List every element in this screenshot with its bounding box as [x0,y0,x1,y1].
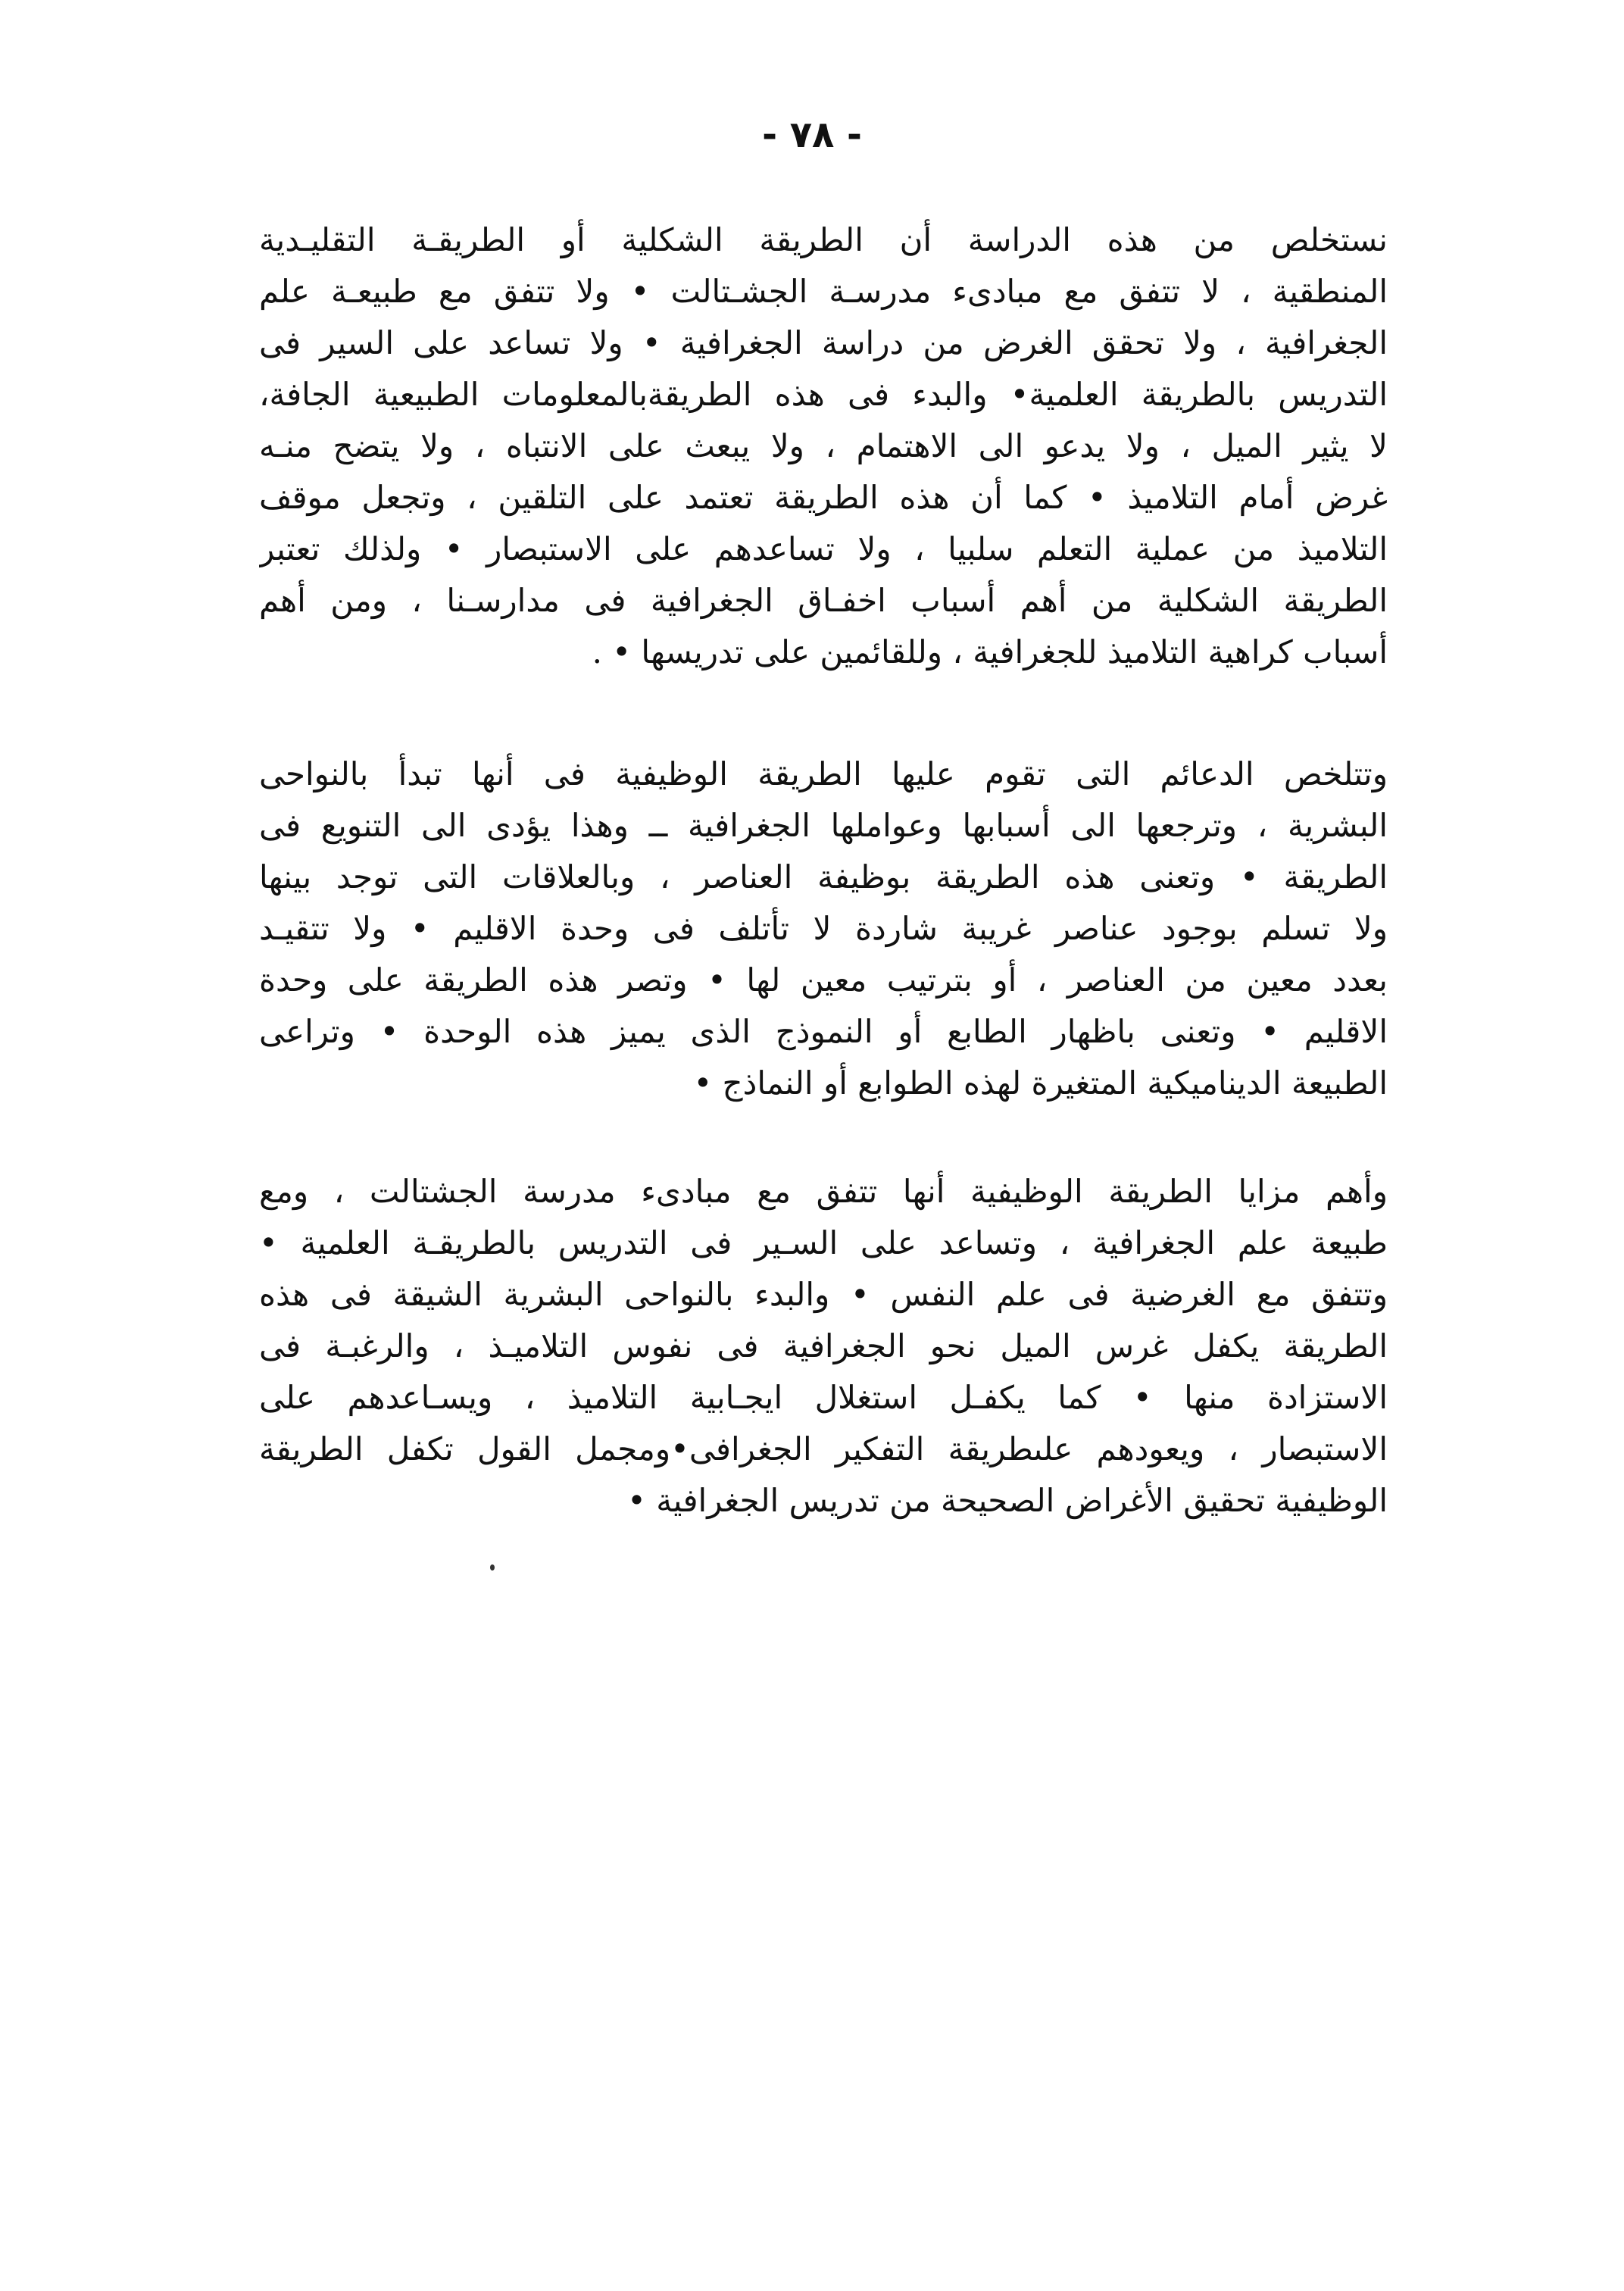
text-line: ولا تسلم بوجود عناصر غريبة شاردة لا تأتلف فى وحدة الاقليم • ولا تتقيـد [259,910,1388,947]
text-line: الاقليم • وتعنى باظهار الطابع أو النموذج الذى يميز هذه الوحدة • وتراعى [259,1013,1388,1050]
text-line: وتتلخص الدعائم التى تقوم عليها الطريقة الوظيفية فى أنها تبدأ بالنواحى [259,755,1388,792]
text-line: الوظيفية تحقيق الأغراض الصحيحة من تدريس الجغرافية • [627,1482,1388,1519]
paragraph-conclusion [259,214,1388,678]
page-number: - ٧٨ - [762,114,862,156]
text-line: الاستبصار ، ويعودهم علىطريقة التفكير الجغرافى•ومجمل القول تكفل الطريقة [259,1430,1388,1467]
text-line: بعدد معين من العناصر ، أو بترتيب معين لها • وتصر هذه الطريقة على وحدة [259,961,1388,999]
text-line: أسباب كراهية التلاميذ للجغرافية ، وللقائمين على تدريسها • . [592,633,1388,670]
text-line: المنطقية ، لا تتفق مع مبادىء مدرسـة الجشـتالت • ولا تتفق مع طبيعـة علم [259,273,1388,310]
text-line: وأهم مزايا الطريقة الوظيفية أنها تتفق مع مبادىء مدرسة الجشتالت ، ومع [259,1173,1388,1210]
paragraph-functional-pillars [259,749,1388,1109]
paragraph-functional-advantages [259,1166,1388,1527]
text-line: التدريس بالطريقة العلمية• والبدء فى هذه الطريقةبالمعلومات الطبيعية الجافة، [259,376,1388,413]
text-line: لا يثير الميل ، ولا يدعو الى الاهتمام ، ولا يبعث على الانتباه ، ولا يتضح منـه [259,427,1388,464]
text-line: الاستزادة منها • كما يكفـل استغلال ايجـابية التلاميذ ، ويسـاعدهم على [259,1379,1388,1416]
text-line: الجغرافية ، ولا تحقق الغرض من دراسة الجغرافية • ولا تساعد على السير فى [259,324,1388,361]
text-line: الطريقة • وتعنى هذه الطريقة بوظيفة العناصر ، وبالعلاقات التى توجد بينها [259,858,1388,895]
scan-speck [490,1564,495,1571]
text-line: نستخلص من هذه الدراسة أن الطريقة الشكلية أو الطريقـة التقليـدية [259,221,1388,258]
text-line: التلاميذ من عملية التعلم سلبيا ، ولا تساعدهم على الاستبصار • ولذلك تعتبر [259,530,1388,567]
text-line: الطريقة الشكلية من أهم أسباب اخفـاق الجغرافية فى مدارسـنا ، ومن أهم [259,582,1388,619]
text-line: طبيعة علم الجغرافية ، وتساعد على السـير فى التدريس بالطريقـة العلمية • [259,1224,1388,1261]
text-line: الطبيعة الديناميكية المتغيرة لهذه الطوابع أو النماذج • [693,1064,1388,1102]
text-line: الطريقة يكفل غرس الميل نحو الجغرافية فى نفوس التلاميـذ ، والرغبـة فى [259,1327,1388,1364]
text-line: البشرية ، وترجعها الى أسبابها وعواملها الجغرافية ــ وهذا يؤدى الى التنويع فى [259,807,1388,844]
text-line: غرض أمام التلاميذ • كما أن هذه الطريقة تعتمد على التلقين ، وتجعل موقف [259,479,1388,516]
text-line: وتتفق مع الغرضية فى علم النفس • والبدء بالنواحى البشرية الشيقة فى هذه [259,1276,1388,1313]
